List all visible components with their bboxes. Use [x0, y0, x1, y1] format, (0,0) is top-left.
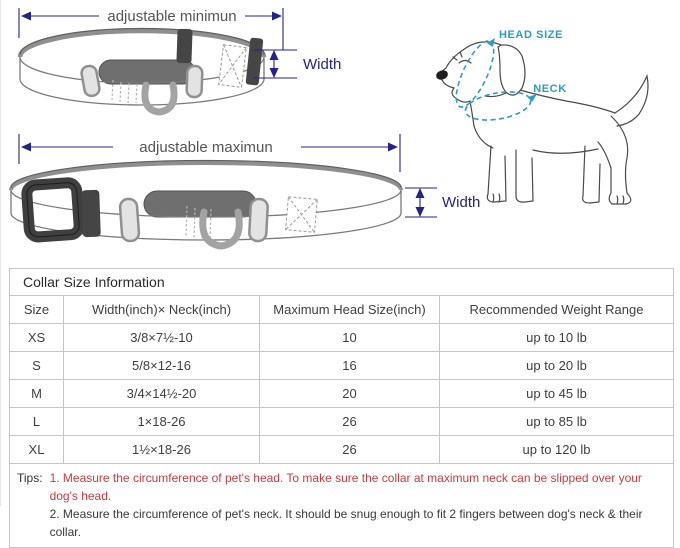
table-row: [10, 436, 674, 464]
collar-max-diagram: [11, 161, 401, 247]
max-head-cell: 16: [260, 352, 440, 380]
collar-min-diagram: [20, 29, 264, 113]
weight-cell: up to 120 lb: [440, 436, 674, 464]
neck-label: NECK: [533, 83, 567, 95]
weight-cell: up to 20 lb: [440, 352, 674, 380]
tip-2: 2. Measure the circumference of pet's neck. It should be snug enough to fit 2 fingers between dog's neck & their collar.: [49, 507, 643, 539]
collar-size-table: [9, 268, 674, 548]
width-neck-cell: 5/8×12-16: [64, 352, 260, 380]
d-ring: [145, 85, 174, 112]
size-cell: XS: [10, 324, 64, 352]
width-label-min: Width: [303, 56, 342, 73]
size-cell: M: [10, 380, 64, 408]
dog-front-leg-far: [516, 150, 533, 202]
dog-front-leg: [487, 146, 506, 202]
dog-nose: [435, 69, 449, 81]
max-head-cell: 26: [260, 408, 440, 436]
max-head-cell: 26: [260, 436, 440, 464]
width-neck-cell: 1×18-26: [64, 408, 260, 436]
dog-illustration: [435, 29, 648, 204]
width-neck-cell: 1½×18-26: [64, 436, 260, 464]
width-annotation-max: [405, 188, 480, 217]
slider: [176, 29, 192, 64]
cross-stitch-box: [286, 197, 318, 232]
max-head-cell: 10: [260, 324, 440, 352]
tips-list: [50, 469, 667, 541]
adjustable-minimum-label: adjustable minimun: [107, 8, 237, 25]
dog-ear: [498, 45, 525, 95]
header-width-neck: Width(inch)× Neck(inch): [64, 296, 260, 324]
table-row: [10, 408, 674, 436]
dog-belly: [533, 149, 598, 153]
table-header-row: [10, 296, 674, 324]
size-cell: L: [10, 408, 64, 436]
dog-toes: [493, 194, 624, 204]
head-measure-loop: [449, 36, 501, 111]
metal-loop-right: [186, 66, 202, 98]
head-size-label: HEAD SIZE: [498, 29, 564, 41]
size-cell: S: [10, 352, 64, 380]
dog-tail: [615, 76, 648, 126]
max-head-cell: 20: [260, 380, 440, 408]
width-label-max: Width: [442, 194, 481, 211]
weight-cell: up to 45 lb: [440, 380, 674, 408]
slider: [81, 190, 101, 238]
metal-loop-left: [120, 198, 140, 241]
width-annotation-min: [253, 50, 341, 78]
metal-loop-right: [249, 199, 268, 242]
header-weight: Recommended Weight Range: [440, 296, 674, 324]
header-size: Size: [10, 296, 64, 324]
cross-stitch-box: [219, 45, 247, 88]
dog-chest: [474, 126, 493, 148]
tips-row: [10, 464, 674, 548]
weight-cell: up to 85 lb: [440, 408, 674, 436]
tips-label: Tips:: [17, 471, 43, 485]
table-row: [10, 352, 674, 380]
dog-rear-leg: [598, 116, 631, 204]
width-neck-cell: 3/4×14½-20: [64, 380, 260, 408]
tip-1: 1. Measure the circumference of pet's head. To make sure the collar at maximum neck can be slipped over your dog's head.: [49, 471, 642, 503]
table-row: [10, 324, 674, 352]
weight-cell: up to 10 lb: [440, 324, 674, 352]
neck-measure-loop: [463, 87, 533, 124]
diagram-area: [1, 0, 680, 264]
table-title-row: [10, 269, 674, 296]
table-row: [10, 380, 674, 408]
header-max-head: Maximum Head Size(inch): [260, 296, 440, 324]
table-title: Collar Size Information: [10, 269, 674, 296]
size-cell: XL: [10, 436, 64, 464]
metal-loop-left: [81, 65, 101, 97]
adjustable-maximum-label: adjustable maximun: [139, 139, 273, 156]
dog-rear-leg-far: [583, 146, 600, 203]
width-neck-cell: 3/8×7½-10: [64, 324, 260, 352]
adjustable-maximum-dimension: [19, 134, 400, 172]
tips-block: [17, 469, 667, 541]
